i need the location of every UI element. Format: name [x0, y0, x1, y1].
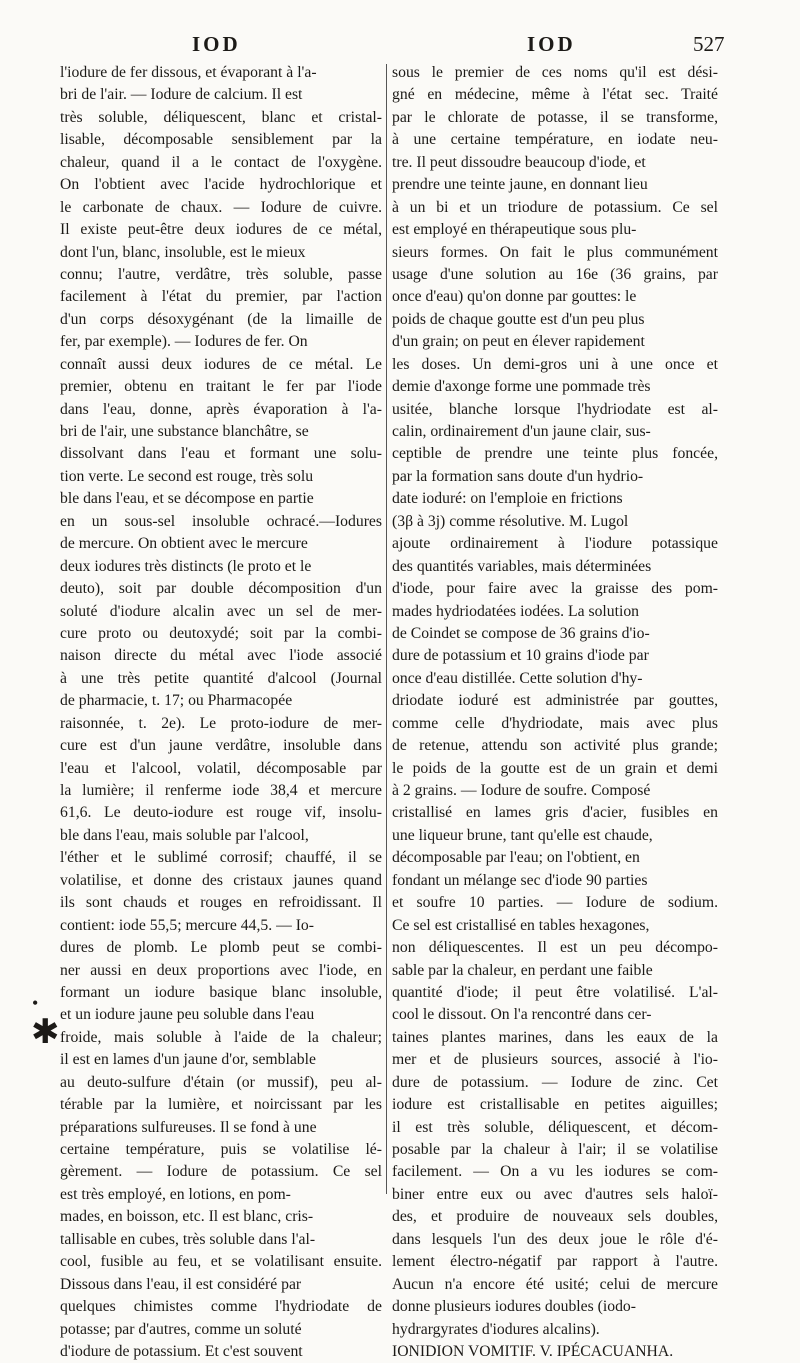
- column-divider: [386, 64, 387, 1194]
- right-column-line: prendre une teinte jaune, en donnant lieu: [392, 176, 648, 194]
- right-column-line: d'un grain; on peut en élever rapidement: [392, 333, 645, 351]
- left-column-line: volatilise, et donne des cristaux jaunes quand: [60, 871, 382, 889]
- right-column-line: dure de potassium. — Iodure de zinc. Cet: [392, 1073, 718, 1091]
- left-column-line: ble dans l'eau, et se décompose en partie: [60, 490, 314, 508]
- left-column-line: Il existe peut-être deux iodures de ce métal,: [60, 221, 382, 239]
- left-column-line: la lumière; il renferme iode 38,4 et mercure: [60, 782, 382, 799]
- right-column-line: Ce sel est cristallisé en tables hexagones,: [392, 916, 650, 934]
- left-column-line: Dissous dans l'eau, il est considéré par: [60, 1275, 302, 1293]
- left-column-line: naison directe du métal avec l'iode associé: [60, 647, 382, 665]
- right-column-line: non déliquescentes. Il est un peu décompo-: [392, 939, 718, 957]
- right-column-line: des quantités variables, mais déterminées: [392, 557, 652, 575]
- right-column-line: est employé en thérapeutique sous plu-: [392, 221, 637, 239]
- left-column-line: au deuto-sulfure d'étain (or mussif), peu al-: [60, 1073, 382, 1091]
- right-column-line: date ioduré: on l'emploie en frictions: [392, 490, 623, 508]
- left-column-line: cool, fusible au feu, et se volatilisant ensuite.: [60, 1253, 382, 1271]
- left-column-line: à une très petite quantité d'alcool (Journal: [60, 669, 382, 687]
- right-column-line: tre. Il peut dissoudre beaucoup d'iode, et: [392, 153, 646, 171]
- left-column-line: ble dans l'eau, mais soluble par l'alcool,: [60, 826, 309, 844]
- right-column-line: par le chlorate de potasse, il se transforme,: [392, 108, 718, 126]
- left-column-line: connaît aussi deux iodures de ce métal. Le: [60, 355, 382, 373]
- left-column-line: dures de plomb. Le plomb peut se combi-: [60, 939, 382, 957]
- right-column-line: de Coindet se compose de 36 grains d'io-: [392, 624, 650, 642]
- right-column-line: décomposable par l'eau; on l'obtient, en: [392, 849, 640, 867]
- left-column-line: soluté d'iodure alcalin avec un sel de mer-: [60, 602, 382, 620]
- right-column-line: par la formation sans doute d'un hydrio-: [392, 467, 644, 485]
- left-column-line: et un iodure jaune peu soluble dans l'eau: [60, 1006, 315, 1024]
- right-column-line: poids de chaque goutte est d'un peu plus: [392, 310, 645, 328]
- right-column-line: le poids de la goutte est de un grain et demi: [392, 759, 718, 777]
- left-column-line: ils sont chauds et rouges en refroidissant. Il: [60, 894, 382, 912]
- right-column-line: IONIDION VOMITIF. V. IPÉCACUANHA.: [392, 1342, 674, 1360]
- left-column-line: cure proto ou deutoxydé; soit par la combi-: [60, 624, 382, 642]
- right-column-line: cool le dissout. On l'a rencontré dans cer-: [392, 1006, 652, 1024]
- left-column-line: On l'obtient avec l'acide hydrochlorique et: [60, 176, 382, 194]
- left-column-line: connu; l'autre, verdâtre, très soluble, passe: [60, 265, 382, 283]
- right-column-line: lement électro-négatif par rapport à l'autre.: [392, 1253, 718, 1271]
- left-column-line: froide, mais soluble à l'aide de la chaleur;: [60, 1028, 382, 1046]
- right-column-line: usage d'une solution au 16e (36 grains, par: [392, 265, 718, 283]
- header-right-word: IOD: [527, 32, 576, 56]
- left-column-line: de pharmacie, t. 17; ou Pharmacopée: [60, 692, 293, 710]
- right-column-line: sous le premier de ces noms qu'il est dési-: [392, 64, 718, 81]
- left-column-line: fer, par exemple). — Iodures de fer. On: [60, 333, 308, 351]
- right-column-line: mer et de plusieurs sources, associé à l'io-: [392, 1051, 718, 1069]
- left-column-line: gèrement. — Iodure de potassium. Ce sel: [60, 1163, 382, 1181]
- header-left-word: IOD: [192, 32, 241, 56]
- right-column-line: calin, ordinairement d'un jaune clair, sus-: [392, 423, 651, 440]
- right-column-line: hydrargyrates d'iodures alcalins).: [392, 1320, 600, 1338]
- right-column-line: taines plantes marines, dans les eaux de la: [392, 1028, 718, 1046]
- left-column-line: tallisable en cubes, très soluble dans l'al-: [60, 1230, 316, 1248]
- margin-asterisk-mark: ✱: [31, 1014, 60, 1051]
- left-column-line: potasse; par d'autres, comme un soluté: [60, 1320, 302, 1338]
- page-number: 527: [693, 32, 725, 56]
- right-column-line: biner entre eux ou avec d'autres sels haloï-: [392, 1185, 718, 1203]
- right-column-line: à 2 grains. — Iodure de soufre. Composé: [392, 782, 651, 799]
- left-column-line: tion verte. Le second est rouge, très solu: [60, 467, 314, 485]
- left-column-line: ner aussi en deux proportions avec l'iode, en: [60, 961, 382, 979]
- left-column-line: contient: iode 55,5; mercure 44,5. — Io-: [60, 916, 314, 934]
- left-text-column: [60, 62, 382, 1363]
- right-column-line: iodure est cristallisable en petites aiguilles;: [392, 1096, 718, 1114]
- right-column-line: comme celle d'hydriodate, mais avec plus: [392, 714, 718, 732]
- left-column-line: préparations sulfureuses. Il se fond à une: [60, 1118, 317, 1136]
- right-column-line: once d'eau distillée. Cette solution d'hy-: [392, 669, 643, 687]
- left-column-line: lisable, décomposable sensiblement par la: [60, 131, 382, 149]
- left-column-line: très soluble, déliquescent, blanc et cristal-: [60, 108, 382, 126]
- right-column-line: les doses. Un demi-gros uni à une once et: [392, 355, 718, 373]
- left-column-line: dissolvant dans l'eau et formant une solu-: [60, 445, 382, 463]
- right-column-line: quantité d'iode; il peut être volatilisé. L'al-: [392, 983, 718, 1001]
- left-column-line: deux iodures très distincts (le proto et le: [60, 557, 312, 575]
- left-column-line: dans l'eau, donne, après évaporation à l'a-: [60, 400, 382, 418]
- right-column-line: posable par la chaleur à l'air; il se volatilise: [392, 1141, 718, 1158]
- running-header: [0, 30, 800, 60]
- right-text-column: [392, 62, 718, 1363]
- left-column-line: l'iodure de fer dissous, et évaporant à l'a-: [60, 64, 317, 81]
- left-column-line: bri de l'air, une substance blanchâtre, se: [60, 423, 309, 440]
- right-column-line: donne plusieurs iodures doubles (iodo-: [392, 1298, 636, 1316]
- left-column-line: certaine température, puis se volatilise lé-: [60, 1141, 382, 1158]
- left-column-line: mades, en boisson, etc. Il est blanc, cris-: [60, 1208, 314, 1226]
- right-column-line: des, et produire de nouveaux sels doubles,: [392, 1208, 718, 1226]
- left-column-line: il est en lames d'un jaune d'or, semblable: [60, 1051, 316, 1069]
- left-column-line: cure est d'un jaune verdâtre, insoluble dans: [60, 737, 382, 755]
- right-column-line: à un bi et un triodure de potassium. Ce sel: [392, 198, 718, 216]
- left-column-line: facilement à l'état du premier, par l'action: [60, 288, 382, 306]
- right-column-line: usitée, blanche lorsque l'hydriodate est al-: [392, 400, 718, 418]
- left-column-line: premier, obtenu en traitant le fer par l'iode: [60, 378, 382, 396]
- left-column-line: d'iodure de potassium. Et c'est souvent: [60, 1342, 303, 1360]
- left-column-line: formant un iodure basique blanc insoluble,: [60, 983, 382, 1001]
- right-column-line: driodate ioduré est administrée par gouttes,: [392, 692, 718, 710]
- right-column-line: de retenue, attendu son activité plus grande;: [392, 737, 718, 755]
- left-column-line: en un sous-sel insoluble ochracé.—Iodures: [60, 512, 382, 530]
- left-column-line: le carbonate de chaux. — Iodure de cuivre.: [60, 198, 382, 216]
- right-column-line: dure de potassium et 10 grains d'iode par: [392, 647, 649, 665]
- left-column-line: quelques chimistes comme l'hydriodate de: [60, 1298, 382, 1316]
- right-column-line: ceptible de prendre une teinte plus foncée,: [392, 445, 718, 463]
- right-column-line: d'iode, pour faire avec la graisse des pom-: [392, 580, 718, 598]
- left-column-line: térable par la lumière, et noircissant par les: [60, 1096, 382, 1114]
- left-column-line: l'éther et le sublimé corrosif; chauffé, il se: [60, 849, 382, 867]
- right-column-line: demie d'axonge forme une pommade très: [392, 378, 651, 396]
- right-column-line: fondant un mélange sec d'iode 90 parties: [392, 871, 648, 889]
- right-column-line: sieurs formes. On fait le plus communément: [392, 243, 718, 261]
- right-column-line: dans lesquels l'un des deux joue le rôle d'é-: [392, 1230, 718, 1248]
- right-column-line: ajoute ordinairement à l'iodure potassique: [392, 535, 718, 553]
- right-column-line: gné en médecine, même à l'état sec. Traité: [392, 86, 718, 104]
- right-column-line: (3β à 3j) comme résolutive. M. Lugol: [392, 512, 629, 530]
- left-column-line: de mercure. On obtient avec le mercure: [60, 535, 308, 553]
- left-column-line: deuto), soit par double décomposition d'un: [60, 580, 382, 598]
- right-column-line: il est très soluble, déliquescent, et décom-: [392, 1118, 718, 1136]
- right-column-line: une liqueur brune, tant qu'elle est chaude,: [392, 826, 653, 844]
- margin-bullet-mark: •: [32, 993, 39, 1013]
- right-column-line: mades hydriodatées iodées. La solution: [392, 602, 640, 620]
- right-column-line: à une certaine température, en iodate neu-: [392, 131, 718, 149]
- left-column-line: est très employé, en lotions, en pom-: [60, 1185, 291, 1203]
- left-column-line: 61,6. Le deuto-iodure est rouge vif, insolu-: [60, 804, 382, 822]
- left-column-line: l'eau et l'alcool, volatil, décomposable par: [60, 759, 382, 777]
- left-column-line: d'un corps désoxygénant (de la limaille de: [60, 310, 382, 328]
- left-column-line: bri de l'air. — Iodure de calcium. Il est: [60, 86, 303, 104]
- right-column-line: facilement. — On a vu les iodures se com-: [392, 1163, 718, 1181]
- left-column-line: dont l'un, blanc, insoluble, est le mieux: [60, 243, 306, 261]
- right-column-line: cristallisé en lames gris d'acier, fusibles en: [392, 804, 718, 822]
- right-column-line: sable par la chaleur, en perdant une faible: [392, 961, 653, 979]
- left-column-line: raisonnée, t. 2e). Le proto-iodure de mer-: [60, 714, 382, 732]
- left-column-line: chaleur, quand il a le contact de l'oxygène.: [60, 153, 382, 171]
- right-column-line: once d'eau) qu'on donne par gouttes: le: [392, 288, 637, 306]
- right-column-line: Aucun n'a encore été usité; celui de mercure: [392, 1275, 718, 1293]
- right-column-line: et soufre 10 parties. — Iodure de sodium.: [392, 894, 718, 912]
